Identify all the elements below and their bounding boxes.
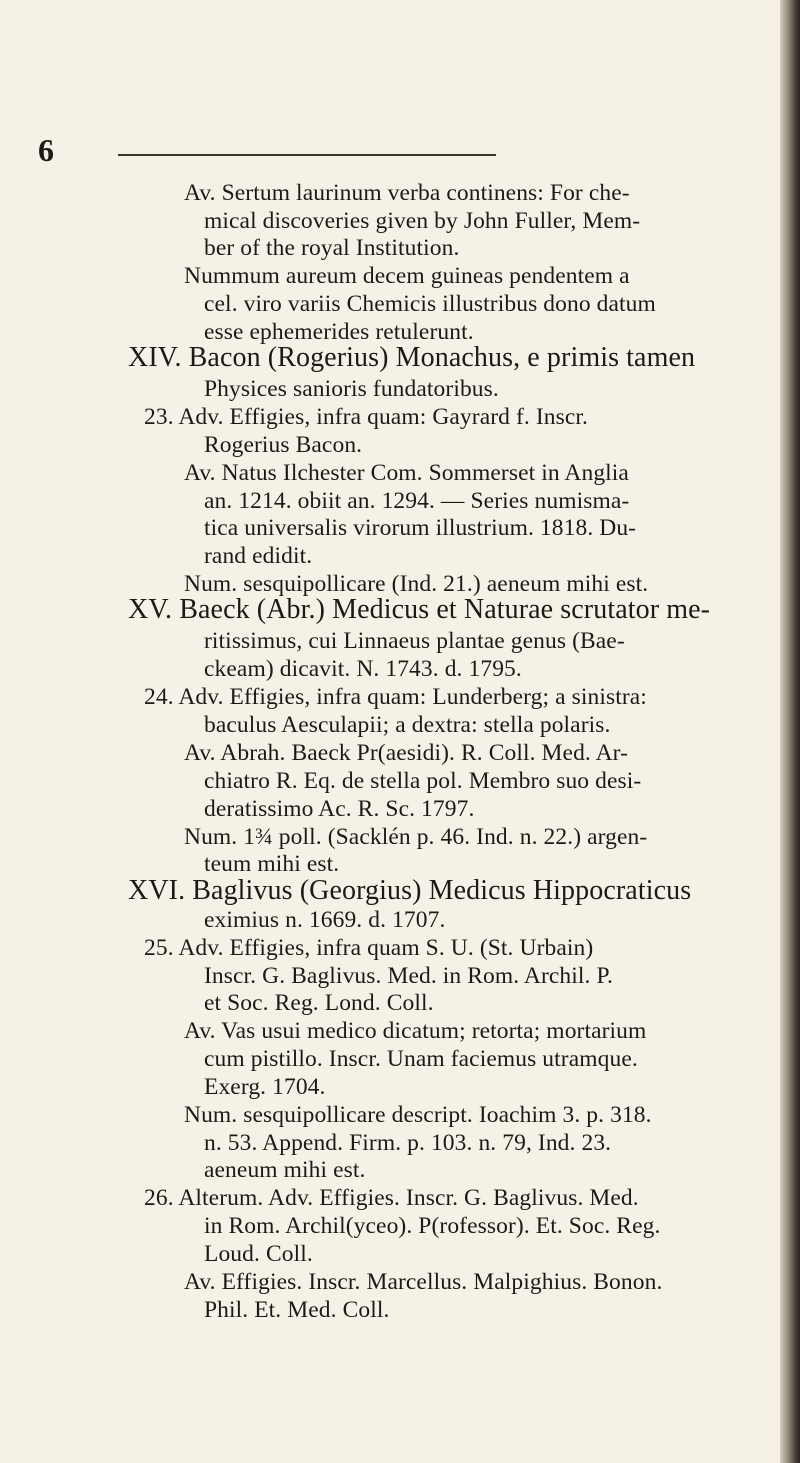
text-line: Nummum aureum decem guineas pendentem a <box>184 263 630 289</box>
text-line: Loud. Coll. <box>204 1241 313 1267</box>
text-line: esse ephemerides retulerunt. <box>204 319 474 345</box>
text-line: Rogerius Bacon. <box>204 432 363 458</box>
text-line: et Soc. Reg. Lond. Coll. <box>204 990 434 1016</box>
text-line: Av. Natus Ilchester Com. Sommerset in Anglia <box>184 460 629 486</box>
entry-25: 25. Adv. Effigies, infra quam S. U. (St. Urbain) <box>144 935 594 961</box>
text-line: mical discoveries given by John Fuller, Mem- <box>204 208 641 234</box>
text-line: baculus Aesculapii; a dextra: stella polaris. <box>204 712 611 738</box>
text-line: ber of the royal Institution. <box>204 235 460 261</box>
entry-23: 23. Adv. Effigies, infra quam: Gayrard f. Inscr. <box>144 404 589 430</box>
text-line: ritissimus, cui Linnaeus plantae genus (Bae- <box>204 628 625 654</box>
book-spine-edge <box>780 0 800 1463</box>
text-line: ckeam) dicavit. N. 1743. d. 1795. <box>204 656 522 682</box>
text-line: rand edidit. <box>204 543 313 569</box>
text-line: n. 53. Append. Firm. p. 103. n. 79, Ind. 23. <box>204 1130 612 1156</box>
entry-26: 26. Alterum. Adv. Effigies. Inscr. G. Baglivus. Med. <box>144 1185 639 1211</box>
text-line: Av. Vas usui medico dicatum; retorta; mortarium <box>184 1018 647 1044</box>
text-line: aeneum mihi est. <box>204 1157 366 1183</box>
page-number: 6 <box>38 132 54 168</box>
text-line: teum mihi est. <box>204 851 340 877</box>
text-line: deratissimo Ac. R. Sc. 1797. <box>204 796 475 822</box>
text-line: chiatro R. Eq. de stella pol. Membro suo desi- <box>204 768 642 794</box>
text-line: Inscr. G. Baglivus. Med. in Rom. Archil. P. <box>204 963 614 989</box>
text-line: Physices sanioris fundatoribus. <box>204 376 499 402</box>
text-line: Num. sesquipollicare (Ind. 21.) aeneum mihi est. <box>184 571 649 597</box>
text-line: Exerg. 1704. <box>204 1074 326 1100</box>
text-line: Num. 1¾ poll. (Sacklén p. 46. Ind. n. 22.) argen- <box>184 824 648 850</box>
header-rule <box>118 154 496 156</box>
text-line: in Rom. Archil(yceo). P(rofessor). Et. Soc. Reg. <box>204 1213 661 1239</box>
text-line: Phil. Et. Med. Coll. <box>204 1297 390 1323</box>
text-line: cum pistillo. Inscr. Unam faciemus utramque. <box>204 1046 638 1072</box>
text-line: an. 1214. obiit an. 1294. — Series numisma- <box>204 488 630 514</box>
text-line: eximius n. 1669. d. 1707. <box>204 907 446 933</box>
text-line: Av. Abrah. Baeck Pr(aesidi). R. Coll. Med. Ar- <box>184 740 629 766</box>
section-heading-xv: XV. Baeck (Abr.) Medicus et Naturae scrutator me- <box>128 594 711 625</box>
section-heading-xvi: XVI. Baglivus (Georgius) Medicus Hippocraticus <box>128 875 692 906</box>
entry-24: 24. Adv. Effigies, infra quam: Lunderberg; a sinistra: <box>144 684 647 710</box>
text-line: Av. Effigies. Inscr. Marcellus. Malpighius. Bonon. <box>184 1269 663 1295</box>
text-line: tica universalis virorum illustrium. 1818. Du- <box>204 515 637 541</box>
text-line: Av. Sertum laurinum verba continens: For che- <box>184 180 630 206</box>
text-line: Num. sesquipollicare descript. Ioachim 3. p. 318. <box>184 1102 652 1128</box>
section-heading-xiv: XIV. Bacon (Rogerius) Monachus, e primis tamen <box>128 342 696 373</box>
text-line: cel. viro variis Chemicis illustribus dono datum <box>204 291 656 317</box>
